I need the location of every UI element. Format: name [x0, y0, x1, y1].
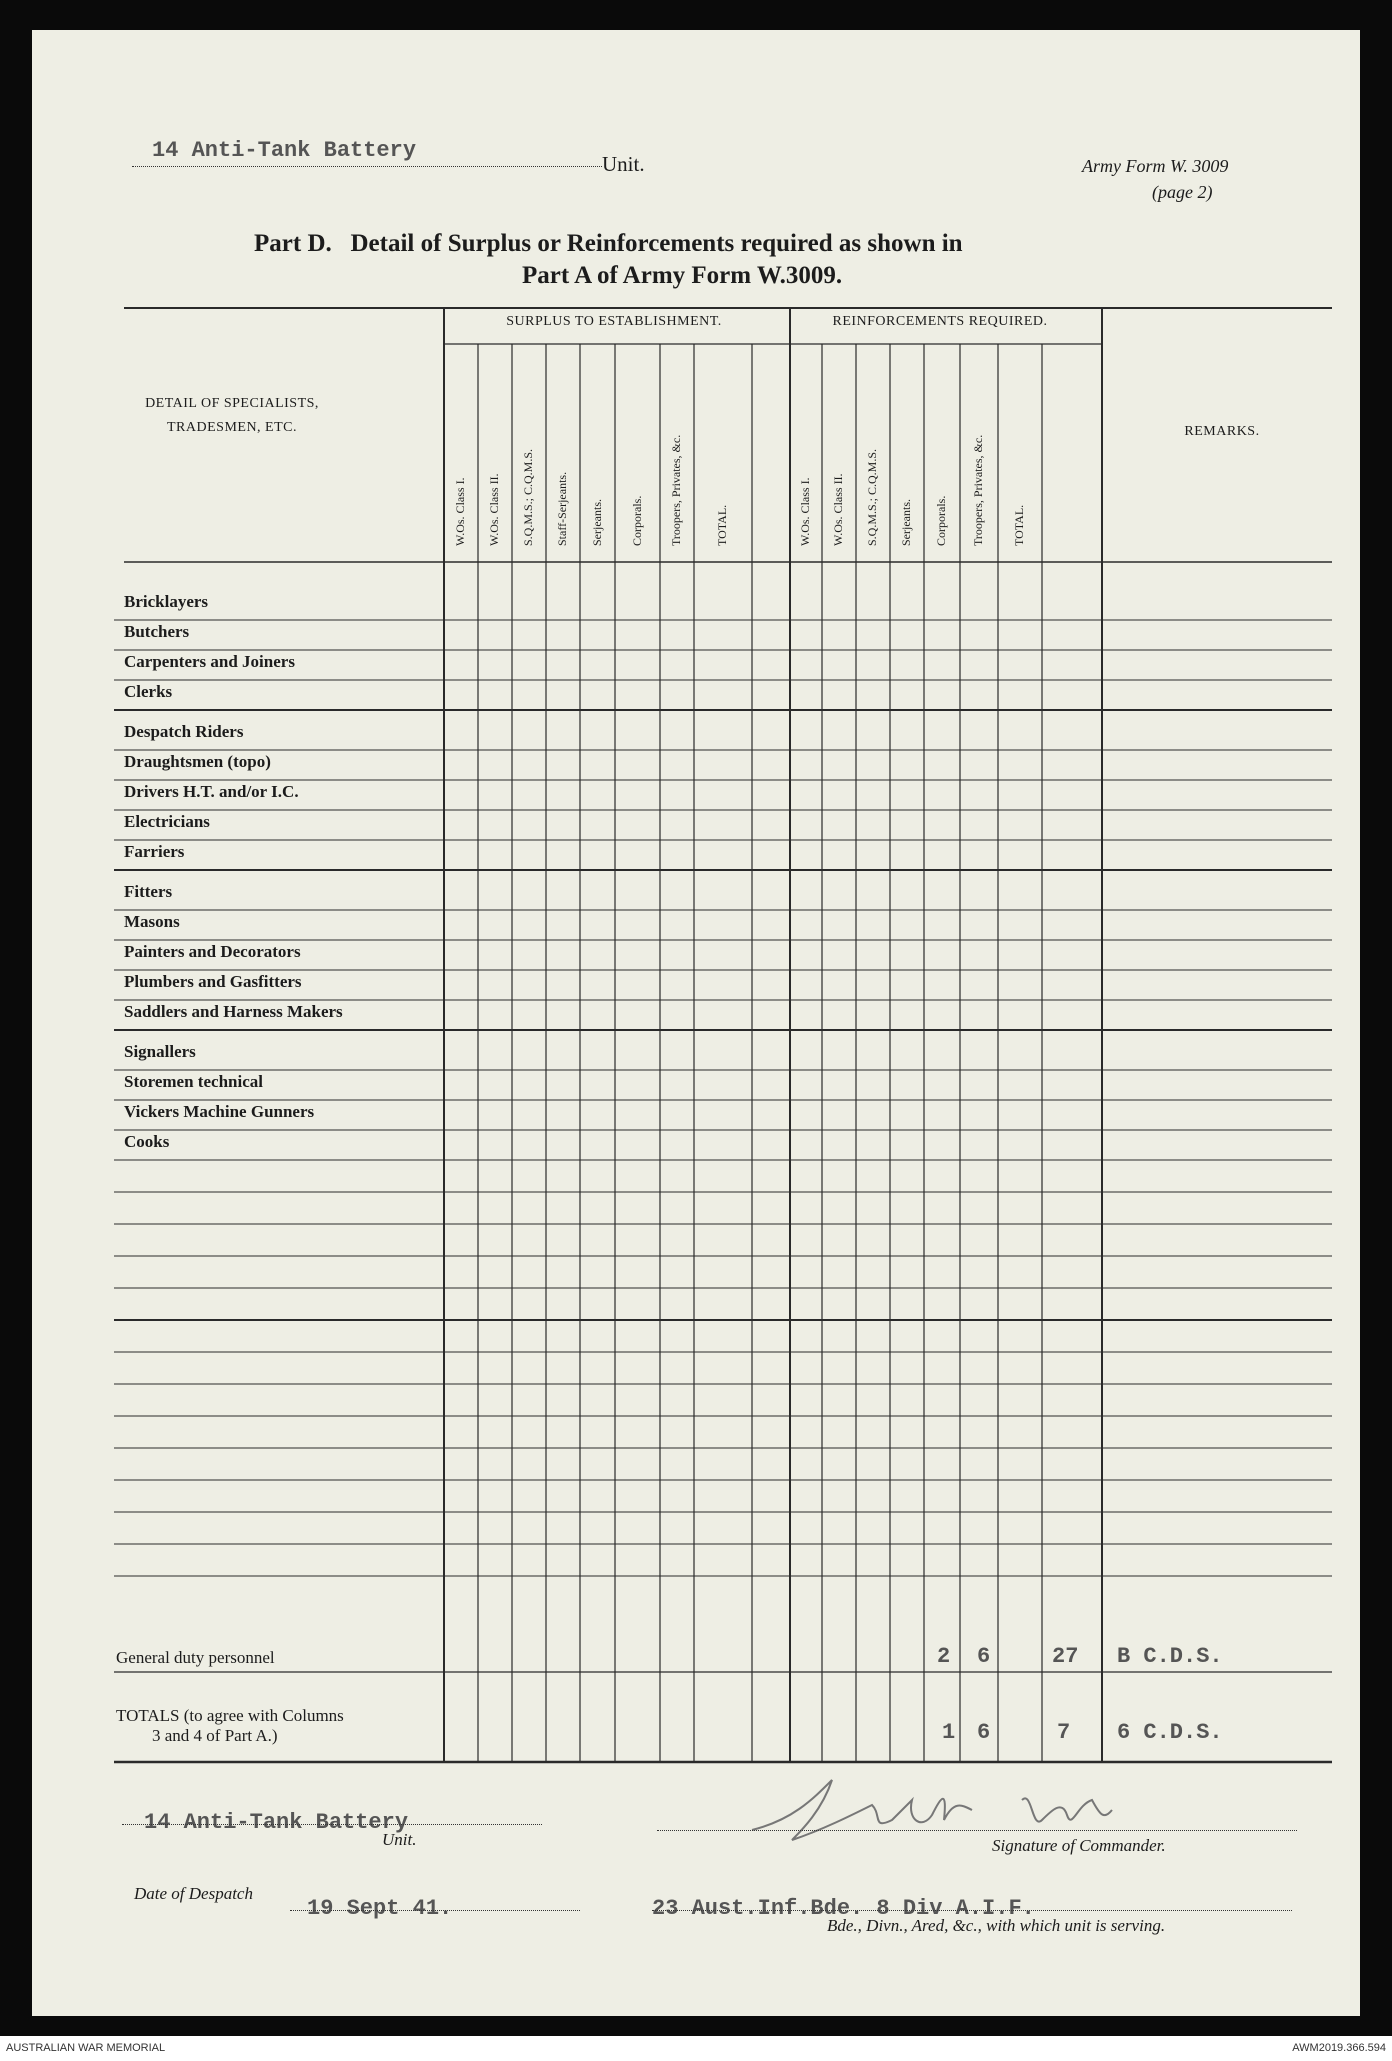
totals-label-line2: 3 and 4 of Part A.)	[152, 1726, 278, 1745]
surplus-column-header: Staff-Serjeants.	[555, 471, 569, 546]
detail-header-line1: DETAIL OF SPECIALISTS,	[145, 396, 319, 411]
archive-caption-bar	[0, 2036, 1392, 2061]
surplus-column-header: S.Q.M.S.; C.Q.M.S.	[521, 448, 535, 546]
reinforcement-column-header: W.Os. Class II.	[831, 473, 845, 546]
unit-dotted-line	[132, 166, 602, 167]
trade-label: Signallers	[124, 1042, 196, 1061]
reinforcement-column-header: Corporals.	[934, 495, 948, 546]
general-duty-corporals: 2	[937, 1644, 951, 1669]
surplus-column-header: TOTAL.	[715, 504, 729, 546]
trade-label: Butchers	[124, 622, 190, 641]
date-label: Date of Despatch	[134, 1884, 253, 1903]
trade-label: Painters and Decorators	[124, 942, 301, 961]
reinforcements-header: REINFORCEMENTS REQUIRED.	[832, 314, 1048, 329]
trade-label: Carpenters and Joiners	[124, 652, 295, 671]
surplus-column-header: Corporals.	[629, 495, 644, 546]
trade-label: Plumbers and Gasfitters	[124, 972, 302, 991]
trade-label: Vickers Machine Gunners	[124, 1102, 315, 1121]
formation-label: Bde., Divn., Ared, &c., with which unit is serving.	[827, 1916, 1166, 1935]
form-title-line1: Part D. Detail of Surplus or Reinforcements required as shown in	[254, 230, 963, 257]
totals-label-line1: TOTALS (to agree with Columns	[116, 1706, 344, 1725]
trade-label: Electricians	[124, 812, 210, 831]
reinforcement-column-header: S.Q.M.S.; C.Q.M.S.	[865, 448, 879, 546]
general-duty-label: General duty personnel	[116, 1648, 275, 1667]
reinforcement-column-header: Troopers, Privates, &c.	[971, 434, 985, 546]
surplus-column-header: Serjeants.	[589, 499, 604, 546]
general-duty-total: 27	[1052, 1644, 1079, 1669]
unit-label: Unit.	[602, 152, 645, 176]
signature-dotted-line	[657, 1830, 1297, 1831]
general-duty-troopers: 6	[977, 1644, 991, 1669]
reinforcement-column-header: W.Os. Class I.	[798, 477, 812, 546]
formation-dotted-line	[652, 1910, 1292, 1911]
trade-label: Fitters	[124, 882, 173, 901]
trade-label: Saddlers and Harness Makers	[124, 1002, 343, 1021]
totals-troopers: 6	[977, 1720, 991, 1745]
archive-caption-left: AUSTRALIAN WAR MEMORIAL	[6, 2042, 166, 2054]
reinforcement-column-header: Serjeants.	[899, 499, 913, 546]
surplus-column-header: W.Os. Class I.	[453, 477, 467, 546]
formation-typed: 23 Aust.Inf.Bde. 8 Div A.I.F.	[652, 1896, 1035, 1921]
trade-label: Draughtsmen (topo)	[124, 752, 271, 771]
page-reference: (page 2)	[1152, 182, 1213, 202]
remarks-header: REMARKS.	[1184, 424, 1260, 439]
archive-caption-right: AWM2019.366.594	[1292, 2042, 1386, 2054]
footer-unit-dotted-line	[122, 1824, 542, 1825]
footer-unit-typed: 14 Anti-Tank Battery	[144, 1810, 409, 1835]
surplus-column-header: W.Os. Class II.	[487, 473, 501, 546]
form-reference: Army Form W. 3009	[1082, 156, 1229, 176]
trade-label: Drivers H.T. and/or I.C.	[124, 782, 299, 801]
general-duty-remarks: B C.D.S.	[1117, 1644, 1223, 1669]
surplus-header: SURPLUS TO ESTABLISHMENT.	[506, 314, 722, 329]
trade-label: Farriers	[124, 842, 185, 861]
date-typed: 19 Sept 41.	[307, 1896, 453, 1921]
totals-remarks: 6 C.D.S.	[1117, 1720, 1223, 1745]
totals-corporals: 1	[942, 1720, 956, 1745]
trade-label: Cooks	[124, 1132, 170, 1151]
detail-header-line2: TRADESMEN, ETC.	[167, 420, 297, 435]
trade-label: Clerks	[124, 682, 173, 701]
surplus-column-header: Troopers, Privates, &c.	[669, 434, 683, 546]
reinforcement-column-header: TOTAL.	[1012, 504, 1026, 546]
signature-label: Signature of Commander.	[992, 1836, 1166, 1855]
footer-unit-label: Unit.	[382, 1830, 417, 1849]
totals-total: 7	[1057, 1720, 1071, 1745]
trade-label: Storemen technical	[124, 1072, 263, 1091]
trade-label: Despatch Riders	[124, 722, 244, 741]
trade-label: Bricklayers	[124, 592, 209, 611]
date-dotted-line	[290, 1910, 580, 1911]
unit-typed: 14 Anti-Tank Battery	[152, 138, 417, 163]
form-paper	[32, 30, 1360, 2016]
form-title-line2: Part A of Army Form W.3009.	[522, 262, 843, 289]
trade-label: Masons	[124, 912, 180, 931]
